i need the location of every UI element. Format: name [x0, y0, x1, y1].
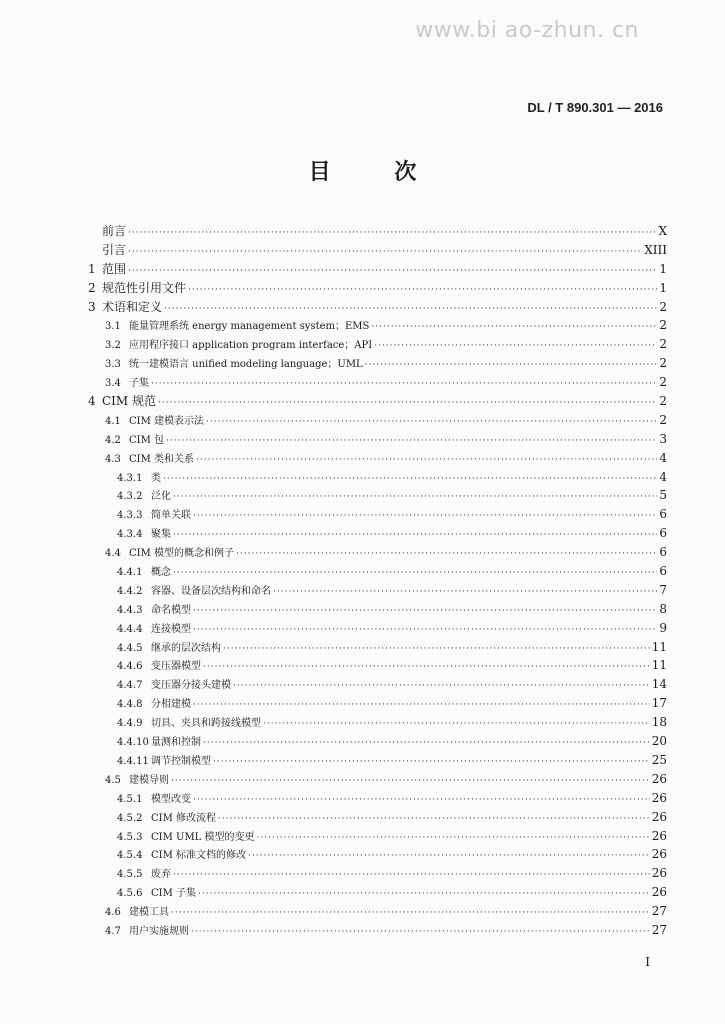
toc-entry[interactable] — [88, 468, 667, 487]
toc-entry-number: 4.4.1 — [117, 567, 143, 579]
dot-leader — [164, 300, 657, 319]
toc-entry[interactable] — [88, 694, 667, 713]
toc-entry[interactable] — [88, 845, 667, 864]
toc-entry[interactable] — [88, 373, 667, 392]
toc-entry-number: 4.4.2 — [117, 585, 143, 597]
toc-entry-number: 4.1 — [105, 415, 121, 427]
toc-entry[interactable] — [88, 279, 667, 298]
toc-entry-number: 2 — [88, 280, 96, 295]
toc-entry[interactable] — [88, 656, 667, 675]
toc-entry-number: 4.3.3 — [117, 510, 143, 522]
toc-entry-page: 20 — [651, 734, 667, 749]
dot-leader — [203, 734, 650, 753]
toc-entry-title: 变压器模型 — [151, 661, 201, 673]
dot-leader — [193, 696, 650, 715]
toc-entry-page: XIII — [644, 242, 667, 257]
toc-entry-title: 泛化 — [151, 491, 171, 503]
toc-entry-page: 9 — [659, 620, 667, 635]
toc-entry-page: 26 — [651, 885, 667, 900]
toc-entry-number: 4.4.8 — [117, 699, 143, 711]
dot-leader — [365, 356, 657, 375]
toc-entry-title: 用户实施规则 — [129, 925, 189, 937]
toc-entry[interactable] — [88, 789, 667, 808]
dot-leader — [158, 394, 657, 413]
toc-entry-title: 规范性引用文件 — [102, 280, 187, 295]
toc-entry-title: 模型改变 — [151, 793, 191, 805]
toc-entry-title: 前言 — [102, 224, 127, 238]
toc-entry-title: CIM 修改流程 — [151, 812, 217, 824]
dot-leader — [166, 432, 657, 451]
toc-entry[interactable] — [88, 732, 667, 751]
toc-entry-number: 3.1 — [105, 321, 121, 333]
toc-entry-title: 应用程序接口 application program interface；API — [129, 340, 373, 352]
toc-entry-page: 2 — [659, 299, 667, 314]
toc-entry-title: 术语和定义 — [102, 299, 163, 314]
toc-entry-number: 4.3.1 — [117, 472, 143, 484]
toc-entry-number: 4.4.10 — [117, 737, 149, 749]
toc-entry-title: 能量管理系统 energy management system；EMS — [129, 321, 370, 333]
toc-entry-page: 26 — [651, 866, 667, 881]
toc-entry[interactable] — [88, 392, 667, 411]
toc-entry-page: X — [658, 224, 667, 238]
dot-leader — [163, 470, 657, 489]
toc-entry-title: CIM 包 — [129, 434, 165, 446]
toc-entry[interactable] — [88, 430, 667, 449]
table-of-contents — [88, 222, 667, 940]
toc-entry-number: 4 — [88, 394, 96, 409]
toc-entry[interactable] — [88, 241, 667, 260]
toc-entry[interactable] — [88, 505, 667, 524]
toc-entry-number: 4.4.6 — [117, 661, 143, 673]
dot-leader — [193, 621, 657, 640]
toc-entry-number: 4.7 — [105, 925, 121, 937]
toc-entry-page: 6 — [659, 545, 667, 560]
toc-entry[interactable] — [88, 827, 667, 846]
toc-entry-title: 量测和控制 — [151, 737, 201, 749]
toc-entry-title: CIM 建模表示法 — [129, 415, 205, 427]
dot-leader — [128, 243, 642, 262]
dot-leader — [218, 810, 650, 829]
toc-entry-page: 8 — [659, 601, 667, 616]
dot-leader — [206, 413, 657, 432]
dot-leader — [173, 526, 657, 545]
toc-entry-title: 容器、设备层次结构和命名 — [151, 585, 271, 597]
toc-entry-page: 2 — [659, 394, 667, 409]
dot-leader — [193, 791, 650, 810]
dot-leader — [193, 507, 657, 526]
toc-entry-number: 4.5.1 — [117, 793, 143, 805]
toc-entry-title: 概念 — [151, 567, 171, 579]
dot-leader — [128, 224, 656, 243]
toc-entry-number: 4.4.7 — [117, 680, 143, 692]
toc-entry-number: 4.4.9 — [117, 718, 143, 730]
toc-entry-title: 简单关联 — [151, 510, 191, 522]
dot-leader — [263, 715, 650, 734]
toc-entry-number: 3.2 — [105, 340, 121, 352]
dot-leader — [196, 451, 657, 470]
toc-entry[interactable] — [88, 713, 667, 732]
toc-entry-title: 建模工具 — [129, 907, 169, 919]
dot-leader — [236, 545, 657, 564]
dot-leader — [223, 640, 650, 659]
toc-entry[interactable] — [88, 751, 667, 770]
toc-entry-number: 4.3 — [105, 453, 121, 465]
toc-entry-title: 子集 — [129, 378, 149, 390]
toc-entry-page: 14 — [651, 677, 667, 692]
toc-entry-page: 1 — [659, 261, 667, 276]
toc-entry-page: 26 — [651, 847, 667, 862]
toc-entry-number: 4.5.5 — [117, 869, 143, 881]
dot-leader — [173, 866, 650, 885]
toc-entry-number: 4.5 — [105, 774, 121, 786]
toc-entry-title: 建模导则 — [129, 774, 169, 786]
toc-entry[interactable] — [88, 335, 667, 354]
toc-entry-page: 3 — [659, 431, 667, 446]
dot-leader — [173, 564, 657, 583]
toc-entry[interactable] — [88, 902, 667, 921]
toc-entry-page: 6 — [659, 564, 667, 579]
toc-entry[interactable] — [88, 619, 667, 638]
toc-entry-title: 范围 — [102, 261, 127, 276]
toc-entry-number: 4.4.5 — [117, 642, 143, 654]
toc-entry[interactable] — [88, 675, 667, 694]
toc-entry-title: CIM 子集 — [151, 888, 197, 900]
toc-entry-title: 命名模型 — [151, 604, 191, 616]
toc-entry-page: 1 — [659, 280, 667, 295]
toc-entry-number: 4.4.11 — [117, 755, 149, 767]
toc-entry[interactable] — [88, 864, 667, 883]
dot-leader — [193, 602, 657, 621]
toc-entry-page: 18 — [651, 715, 667, 730]
dot-leader — [188, 281, 657, 300]
toc-entry-page: 4 — [659, 469, 667, 484]
toc-entry-page: 26 — [651, 790, 667, 805]
toc-entry-title: 聚集 — [151, 529, 171, 541]
toc-entry[interactable] — [88, 411, 667, 430]
toc-entry-number: 4.3.2 — [117, 491, 143, 503]
watermark: www.bi ao-zhun. cn — [415, 18, 639, 43]
toc-entry-number: 4.5.2 — [117, 812, 143, 824]
toc-entry-number: 4.6 — [105, 907, 121, 919]
toc-entry-page: 27 — [651, 922, 667, 937]
toc-entry-page: 2 — [659, 375, 667, 390]
toc-entry-number: 4.4.4 — [117, 623, 143, 635]
toc-entry-title: CIM 标准文档的修改 — [151, 850, 247, 862]
toc-entry-number: 4.2 — [105, 434, 121, 446]
toc-entry[interactable] — [88, 449, 667, 468]
dot-leader — [203, 658, 650, 677]
dot-leader — [191, 923, 650, 942]
toc-entry-number: 4.4.3 — [117, 604, 143, 616]
toc-entry-page: 2 — [659, 356, 667, 371]
toc-entry-number: 3 — [88, 299, 96, 314]
toc-entry[interactable] — [88, 562, 667, 581]
toc-entry-title: CIM UML 模型的变更 — [151, 831, 255, 843]
dot-leader — [171, 772, 650, 791]
toc-entry[interactable] — [88, 524, 667, 543]
toc-entry-page: 11 — [651, 658, 667, 673]
toc-entry-number: 4.3.4 — [117, 529, 143, 541]
toc-entry-title: CIM 模型的概念和例子 — [129, 548, 235, 560]
dot-leader — [128, 262, 657, 281]
toc-entry-page: 26 — [651, 809, 667, 824]
document-code: DL / T 890.301 — 2016 — [527, 100, 663, 115]
toc-entry-page: 26 — [651, 771, 667, 786]
toc-entry-number: 1 — [88, 261, 96, 276]
dot-leader — [151, 375, 657, 394]
page-title: 目 次 — [308, 160, 445, 185]
toc-entry[interactable] — [88, 543, 667, 562]
toc-entry[interactable] — [88, 921, 667, 940]
toc-entry-page: 5 — [659, 488, 667, 503]
toc-entry-title: 切具、夹具和跨接线模型 — [151, 718, 261, 730]
toc-entry-page: 6 — [659, 507, 667, 522]
toc-entry-title: 变压器分接头建模 — [151, 680, 231, 692]
dot-leader — [257, 829, 650, 848]
toc-entry-page: 27 — [651, 904, 667, 919]
toc-entry[interactable] — [88, 298, 667, 317]
toc-entry[interactable] — [88, 354, 667, 373]
toc-entry[interactable] — [88, 638, 667, 657]
toc-entry[interactable] — [88, 222, 667, 241]
toc-entry-title: CIM 类和关系 — [129, 453, 195, 465]
toc-entry[interactable] — [88, 883, 667, 902]
toc-entry-title: 调节控制模型 — [151, 755, 211, 767]
toc-entry-title: 分相建模 — [151, 699, 191, 711]
toc-entry-title: 统一建模语言 unified modeling language；UML — [129, 359, 363, 371]
toc-entry-page: 2 — [659, 337, 667, 352]
dot-leader — [273, 583, 657, 602]
toc-entry[interactable] — [88, 316, 667, 335]
toc-entry-number: 3.3 — [105, 359, 121, 371]
toc-entry-number: 4.5.3 — [117, 831, 143, 843]
toc-entry-page: 4 — [659, 450, 667, 465]
toc-entry-page: 7 — [659, 582, 667, 597]
toc-entry[interactable] — [88, 770, 667, 789]
dot-leader — [173, 488, 657, 507]
toc-entry-number: 4.5.6 — [117, 888, 143, 900]
toc-entry-page: 2 — [659, 318, 667, 333]
toc-entry-title: 引言 — [102, 242, 127, 257]
toc-entry-title: 类 — [151, 472, 161, 484]
toc-entry-number: 4.4 — [105, 548, 121, 560]
toc-entry[interactable] — [88, 581, 667, 600]
toc-entry-title: 废弃 — [151, 869, 171, 881]
dot-leader — [233, 677, 650, 696]
toc-entry-page: 6 — [659, 526, 667, 541]
toc-entry-page: 2 — [659, 412, 667, 427]
dot-leader — [371, 318, 657, 337]
toc-entry-title: 连接模型 — [151, 623, 191, 635]
toc-entry-number: 3.4 — [105, 378, 121, 390]
toc-entry-title: CIM 规范 — [102, 394, 157, 409]
dot-leader — [171, 904, 650, 923]
toc-entry-page: 17 — [651, 696, 667, 711]
toc-entry-number: 4.5.4 — [117, 850, 143, 862]
toc-entry-page: 11 — [651, 639, 667, 654]
dot-leader — [248, 847, 650, 866]
toc-entry[interactable] — [88, 808, 667, 827]
dot-leader — [374, 337, 657, 356]
toc-entry[interactable] — [88, 600, 667, 619]
footer-page-number: I — [645, 955, 650, 969]
toc-entry-page: 25 — [651, 752, 667, 767]
dot-leader — [213, 753, 650, 772]
toc-entry[interactable] — [88, 486, 667, 505]
toc-entry-page: 26 — [651, 828, 667, 843]
dot-leader — [198, 885, 650, 904]
toc-entry[interactable] — [88, 260, 667, 279]
toc-entry-title: 继承的层次结构 — [151, 642, 221, 654]
